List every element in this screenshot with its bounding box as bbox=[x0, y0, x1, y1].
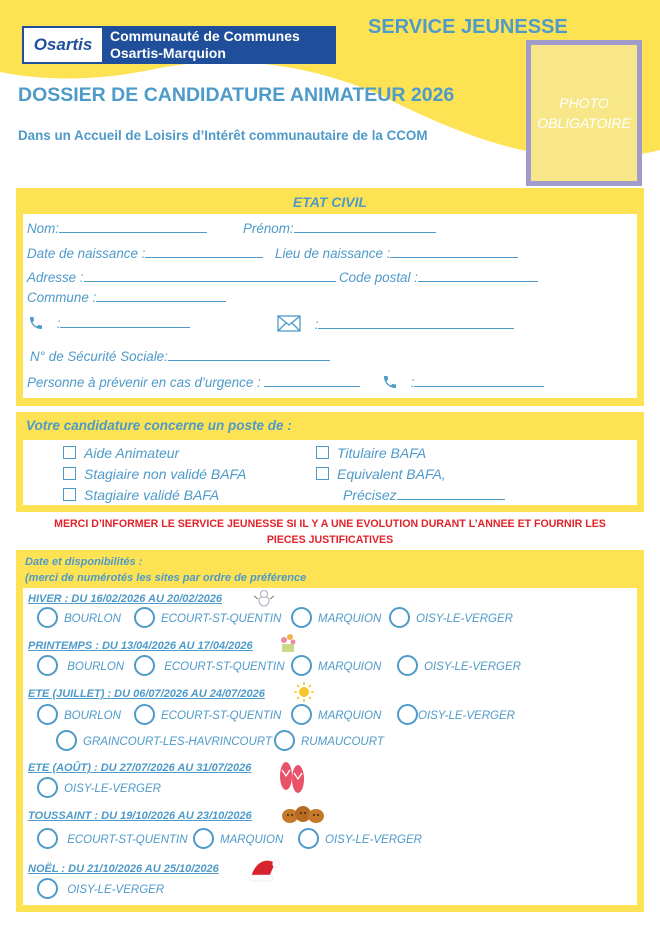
radio[interactable] bbox=[37, 655, 58, 676]
radio[interactable] bbox=[291, 704, 312, 725]
nom-field[interactable] bbox=[59, 220, 207, 233]
precisez-label: Précisez bbox=[343, 487, 397, 503]
radio[interactable] bbox=[291, 655, 312, 676]
printemps-site-ecourt[interactable]: ECOURT-ST-QUENTIN bbox=[134, 655, 285, 676]
printemps-site-bourlon[interactable]: BOURLON bbox=[37, 655, 124, 676]
radio[interactable] bbox=[134, 704, 155, 725]
printemps-site-marquion[interactable]: MARQUION bbox=[291, 655, 381, 676]
period-noel: NOËL : DU 21/10/2026 AU 25/10/2026 bbox=[28, 863, 219, 875]
santa-hat-icon bbox=[247, 853, 281, 885]
radio[interactable] bbox=[397, 655, 418, 676]
etat-civil-form bbox=[23, 214, 637, 398]
adresse-label: Adresse : bbox=[27, 270, 84, 285]
code-postal-label: Code postal : bbox=[339, 270, 418, 285]
email-label: : bbox=[314, 317, 319, 332]
radio[interactable] bbox=[134, 655, 155, 676]
nom-label: Nom: bbox=[27, 221, 59, 236]
lieu-naissance-field[interactable] bbox=[390, 245, 518, 258]
email-icon bbox=[277, 315, 301, 332]
period-hiver: HIVER : DU 16/02/2026 AU 20/02/2026 bbox=[28, 593, 223, 605]
pumpkins-icon bbox=[281, 802, 325, 824]
service-title: SERVICE JEUNESSE bbox=[368, 16, 568, 38]
toussaint-site-oisy[interactable]: OISY-LE-VERGER bbox=[298, 828, 422, 849]
toussaint-site-ecourt[interactable]: ECOURT-ST-QUENTIN bbox=[37, 828, 188, 849]
candidature-section bbox=[16, 412, 644, 512]
flip-flops-icon bbox=[277, 758, 307, 796]
hiver-site-oisy[interactable]: OISY-LE-VERGER bbox=[389, 607, 513, 628]
candidature-heading: Votre candidature concerne un poste de : bbox=[26, 418, 292, 433]
warning-line-2: PIECES JUSTIFICATIVES bbox=[266, 534, 394, 546]
juillet-site-rumaucourt[interactable]: RUMAUCOURT bbox=[274, 730, 384, 751]
photo-label-1: PHOTO bbox=[559, 95, 609, 111]
radio[interactable] bbox=[389, 607, 410, 628]
disponibilites-heading: Date et disponibilités : (merci de numérotés les sites par ordre de préférence bbox=[25, 556, 307, 584]
phone-icon bbox=[381, 374, 399, 390]
logo-line-2: Osartis-Marquion bbox=[110, 45, 226, 61]
lieu-naissance-label: Lieu de naissance : bbox=[275, 246, 391, 261]
radio[interactable] bbox=[397, 704, 418, 725]
etat-civil-section bbox=[16, 188, 644, 406]
logo-text bbox=[104, 26, 336, 64]
logo-line-1: Communauté de Communes bbox=[110, 28, 300, 44]
printemps-site-oisy[interactable]: OISY-LE-VERGER bbox=[397, 655, 521, 676]
date-naissance-label: Date de naissance : bbox=[27, 246, 146, 261]
page-subtitle: Dans un Accueil de Loisirs d’Intérêt communautaire de la CCOM bbox=[18, 128, 428, 143]
etat-civil-heading: ETAT CIVIL bbox=[292, 194, 368, 210]
checkbox[interactable] bbox=[63, 446, 76, 459]
toussaint-site-marquion[interactable]: MARQUION bbox=[193, 828, 283, 849]
prenom-label: Prénom: bbox=[243, 221, 294, 236]
prenom-field[interactable] bbox=[294, 220, 436, 233]
checkbox[interactable] bbox=[316, 446, 329, 459]
option-titulaire-bafa[interactable]: Titulaire BAFA bbox=[316, 445, 426, 461]
radio[interactable] bbox=[37, 878, 58, 899]
juillet-site-ecourt[interactable]: ECOURT-ST-QUENTIN bbox=[134, 704, 281, 725]
option-stagiaire-valide[interactable]: Stagiaire validé BAFA bbox=[63, 487, 219, 503]
phone-icon bbox=[27, 315, 45, 331]
code-postal-field[interactable] bbox=[418, 269, 538, 282]
candidature-options bbox=[23, 440, 637, 505]
hiver-site-bourlon[interactable]: BOURLON bbox=[37, 607, 121, 628]
urgence-name-field[interactable] bbox=[264, 374, 360, 387]
disponibilites-list bbox=[23, 588, 637, 905]
warning-notice bbox=[16, 516, 644, 548]
phone-field[interactable] bbox=[60, 315, 190, 328]
radio[interactable] bbox=[56, 730, 77, 751]
aout-site-oisy[interactable]: OISY-LE-VERGER bbox=[37, 777, 161, 798]
option-stagiaire-non-valide[interactable]: Stagiaire non validé BAFA bbox=[63, 466, 246, 482]
sun-icon bbox=[293, 681, 315, 703]
radio[interactable] bbox=[193, 828, 214, 849]
juillet-site-graincourt[interactable]: GRAINCOURT-LES-HAVRINCOURT bbox=[56, 730, 272, 751]
hiver-site-marquion[interactable]: MARQUION bbox=[291, 607, 381, 628]
phone-label: : bbox=[56, 316, 61, 331]
photo-label-2: OBLIGATOIRE bbox=[537, 115, 631, 131]
photo-placeholder[interactable] bbox=[526, 40, 642, 186]
radio[interactable] bbox=[37, 828, 58, 849]
period-ete-aout: ETE (AOÛT) : DU 27/07/2026 AU 31/07/2026 bbox=[28, 762, 252, 774]
warning-line-1: MERCI D’INFORMER LE SERVICE JEUNESSE SI IL Y A UNE EVOLUTION DURANT L’ANNEE ET FOURNIR LES bbox=[54, 518, 606, 530]
option-equivalent-bafa[interactable]: Equivalent BAFA, bbox=[316, 466, 446, 482]
juillet-site-oisy[interactable]: OISY-LE-VERGER bbox=[397, 704, 515, 725]
period-toussaint: TOUSSAINT : DU 19/10/2026 AU 23/10/2026 bbox=[28, 810, 252, 822]
juillet-site-marquion[interactable]: MARQUION bbox=[291, 704, 381, 725]
email-field[interactable] bbox=[318, 316, 514, 329]
checkbox[interactable] bbox=[316, 467, 329, 480]
commune-label: Commune : bbox=[27, 290, 97, 305]
secu-field[interactable] bbox=[168, 348, 330, 361]
radio[interactable] bbox=[298, 828, 319, 849]
snowman-icon bbox=[253, 589, 275, 607]
radio[interactable] bbox=[37, 777, 58, 798]
commune-field[interactable] bbox=[96, 289, 226, 302]
hiver-site-ecourt[interactable]: ECOURT-ST-QUENTIN bbox=[134, 607, 281, 628]
radio[interactable] bbox=[291, 607, 312, 628]
disponibilites-section bbox=[16, 550, 644, 912]
radio[interactable] bbox=[134, 607, 155, 628]
urgence-label: Personne à prévenir en cas d’urgence : bbox=[27, 375, 261, 390]
adresse-field[interactable] bbox=[84, 269, 336, 282]
radio[interactable] bbox=[37, 607, 58, 628]
juillet-site-bourlon[interactable]: BOURLON bbox=[37, 704, 121, 725]
date-naissance-field[interactable] bbox=[145, 245, 263, 258]
option-aide-animateur[interactable]: Aide Animateur bbox=[63, 445, 179, 461]
radio[interactable] bbox=[37, 704, 58, 725]
secu-label: N° de Sécurité Sociale: bbox=[30, 349, 168, 364]
page-title: DOSSIER DE CANDIDATURE ANIMATEUR 2026 bbox=[18, 84, 455, 106]
urgence-phone-field[interactable] bbox=[414, 374, 544, 387]
period-ete-juillet: ETE (JUILLET) : DU 06/07/2026 AU 24/07/2026 bbox=[28, 688, 265, 700]
ccom-logo bbox=[22, 26, 336, 64]
period-printemps: PRINTEMPS : DU 13/04/2026 AU 17/04/2026 bbox=[28, 640, 253, 652]
checkbox[interactable] bbox=[63, 467, 76, 480]
precisez-field[interactable] bbox=[397, 487, 505, 500]
radio[interactable] bbox=[274, 730, 295, 751]
urgence-phone-label: : bbox=[410, 375, 415, 390]
checkbox[interactable] bbox=[63, 488, 76, 501]
osartis-logo-mark: Osartis bbox=[22, 26, 104, 64]
noel-site-oisy[interactable]: OISY-LE-VERGER bbox=[37, 878, 164, 899]
flowers-icon bbox=[277, 632, 299, 654]
